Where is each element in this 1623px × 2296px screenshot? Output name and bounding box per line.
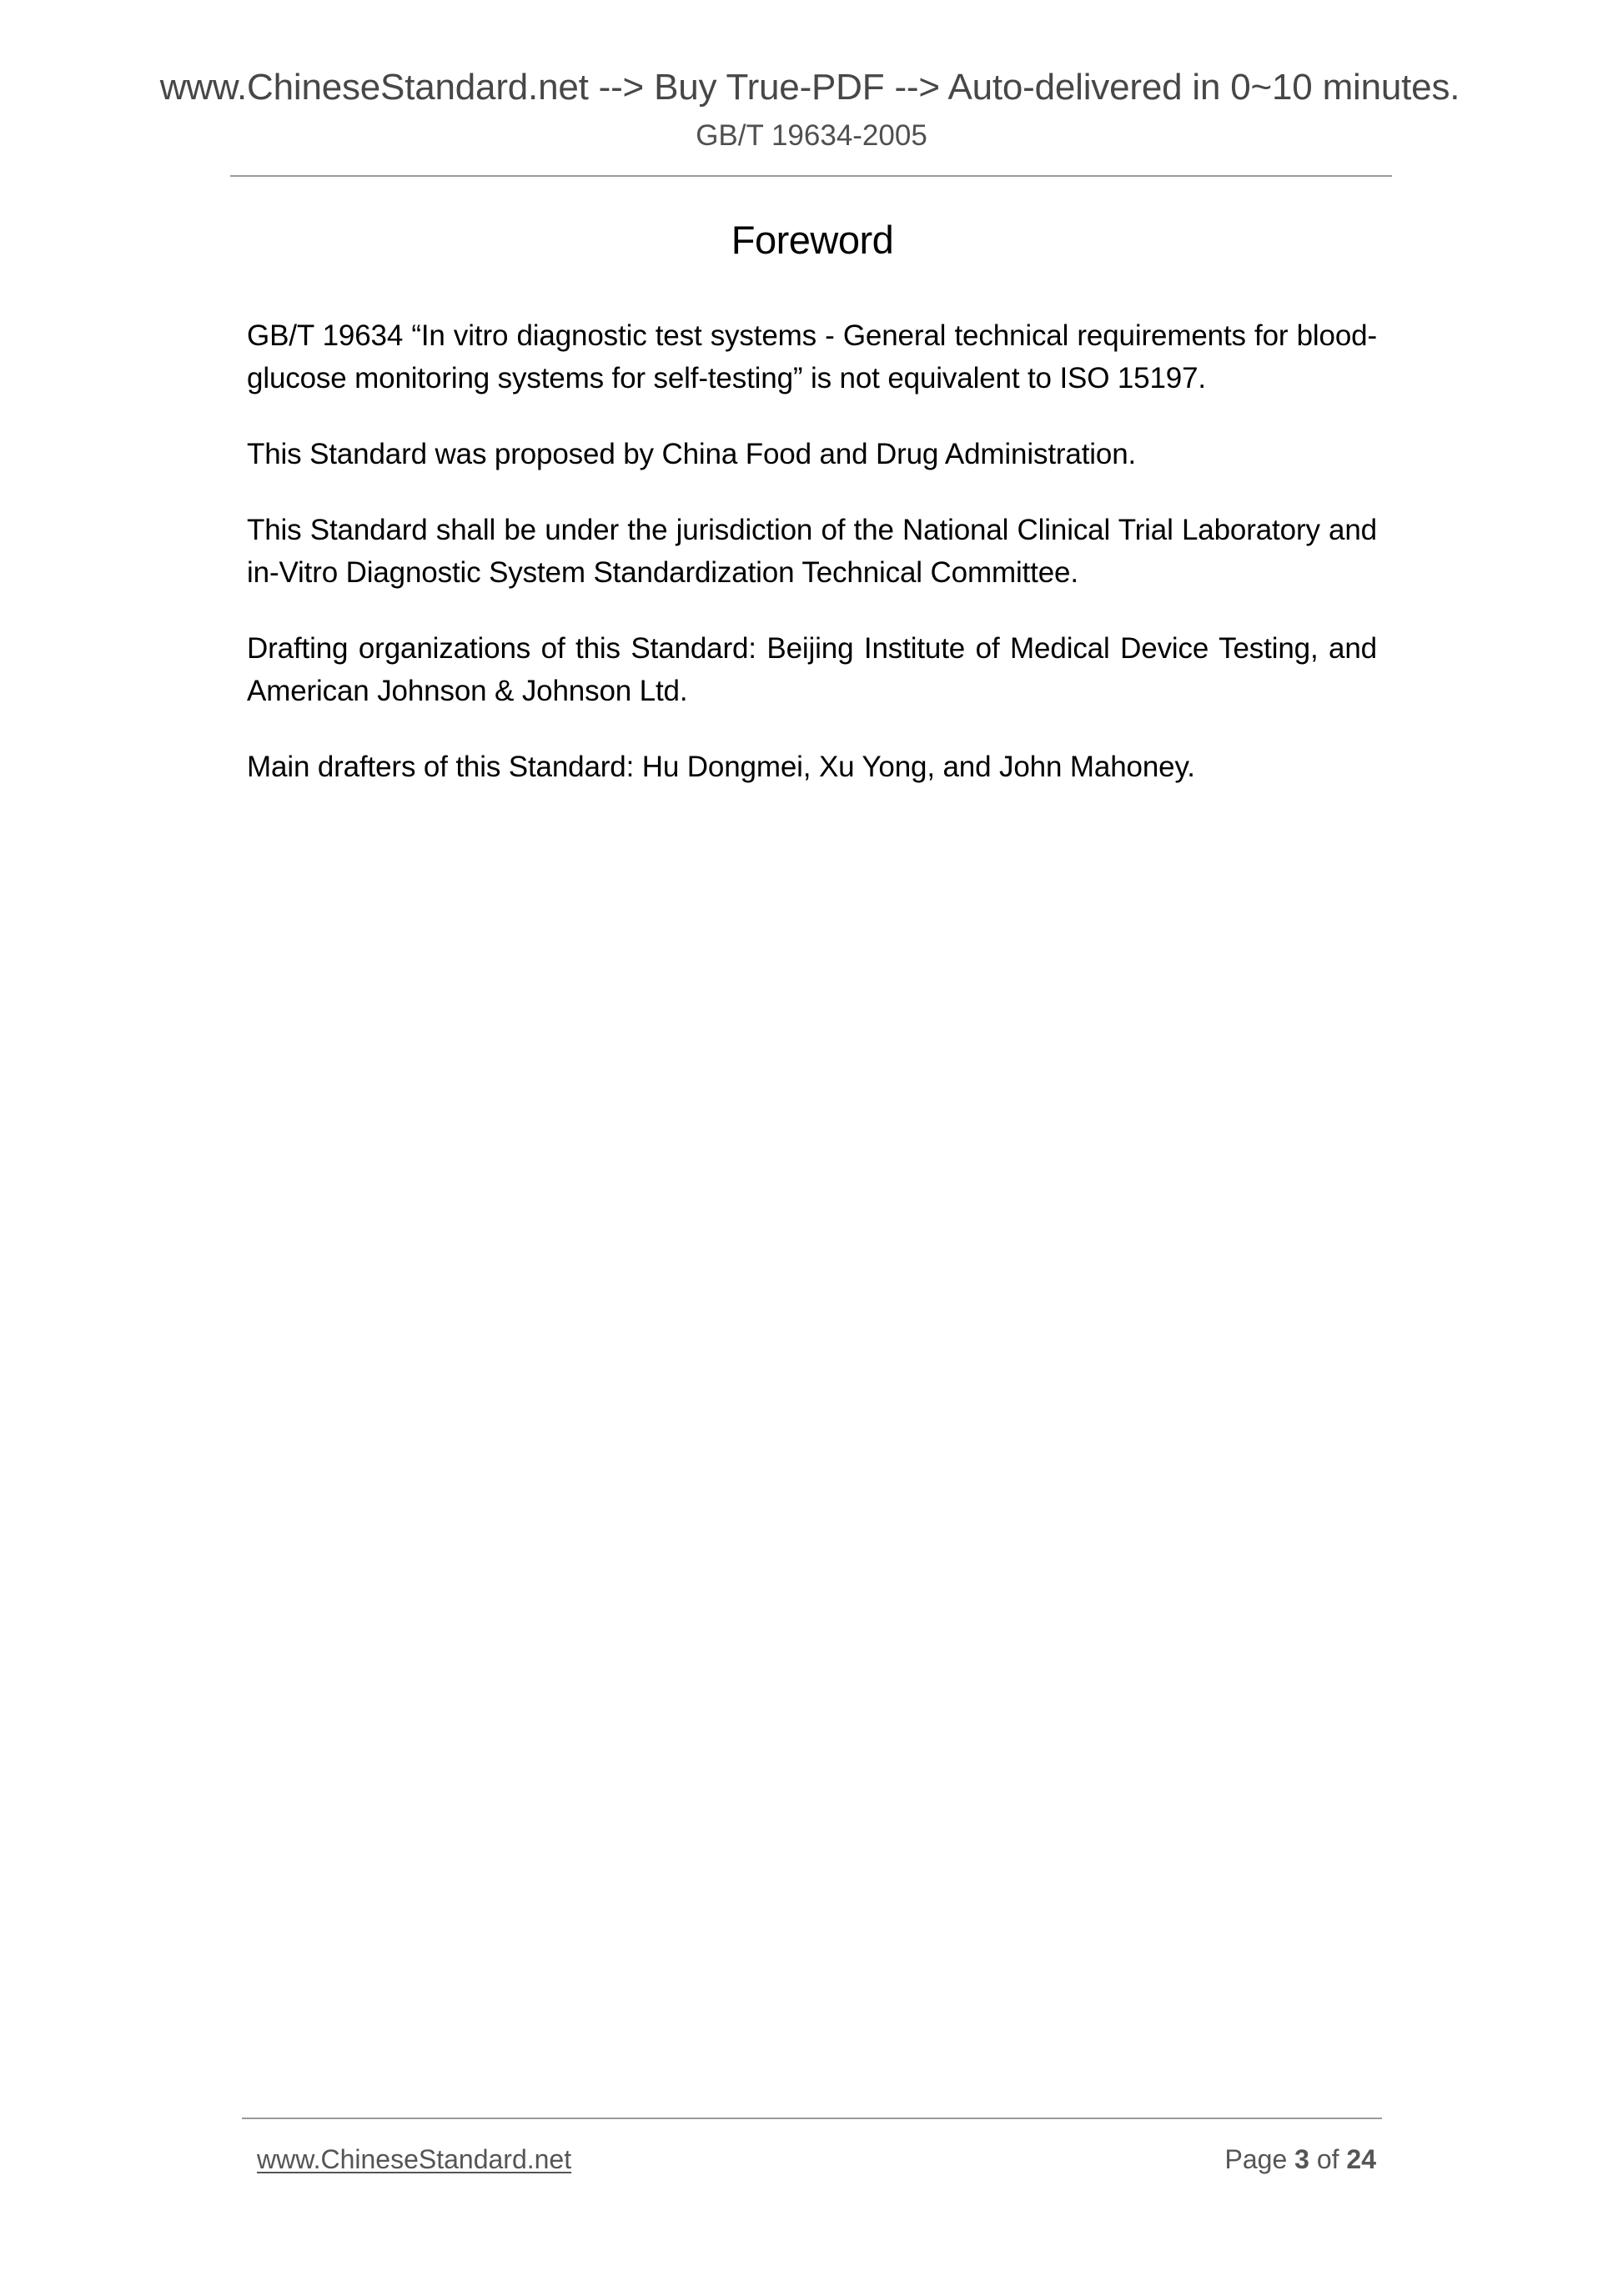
- paragraph-jurisdiction: This Standard shall be under the jurisdiction of the National Clinical Trial Laboratory and in-Vitro Diagnostic System Standardization Technical Committee.: [247, 514, 1377, 589]
- page-separator: of: [1316, 2144, 1339, 2174]
- current-page-number: 3: [1294, 2144, 1309, 2174]
- paragraph-proposer: This Standard was proposed by China Food and Drug Administration.: [247, 438, 1137, 470]
- footer-website-link[interactable]: www.ChineseStandard.net: [257, 2144, 572, 2174]
- paragraph-main-drafters: Main drafters of this Standard: Hu Dongmei, Xu Yong, and John Mahoney.: [247, 751, 1195, 783]
- paragraph-drafting-organizations: Drafting organizations of this Standard: Beijing Institute of Medical Device Testing, and American Johnson & Johnson Ltd.: [247, 632, 1377, 707]
- standard-code: GB/T 19634-2005: [696, 119, 927, 152]
- page-footer: [257, 2144, 1376, 2178]
- header-divider: [230, 175, 1392, 177]
- page-title: Foreword: [731, 218, 894, 262]
- page-indicator: [1225, 2144, 1376, 2175]
- paragraph-scope: GB/T 19634 “In vitro diagnostic test systems - General technical requirements for blood-glucose monitoring systems for self-testing” is not equivalent to ISO 15197.: [247, 319, 1377, 394]
- header-banner: www.ChineseStandard.net --> Buy True-PDF --> Auto-delivered in 0~10 minutes.: [159, 67, 1460, 108]
- total-pages-number: 24: [1346, 2144, 1376, 2174]
- page-prefix: Page: [1224, 2144, 1288, 2174]
- footer-divider: [242, 2118, 1382, 2119]
- document-body: [247, 314, 1377, 821]
